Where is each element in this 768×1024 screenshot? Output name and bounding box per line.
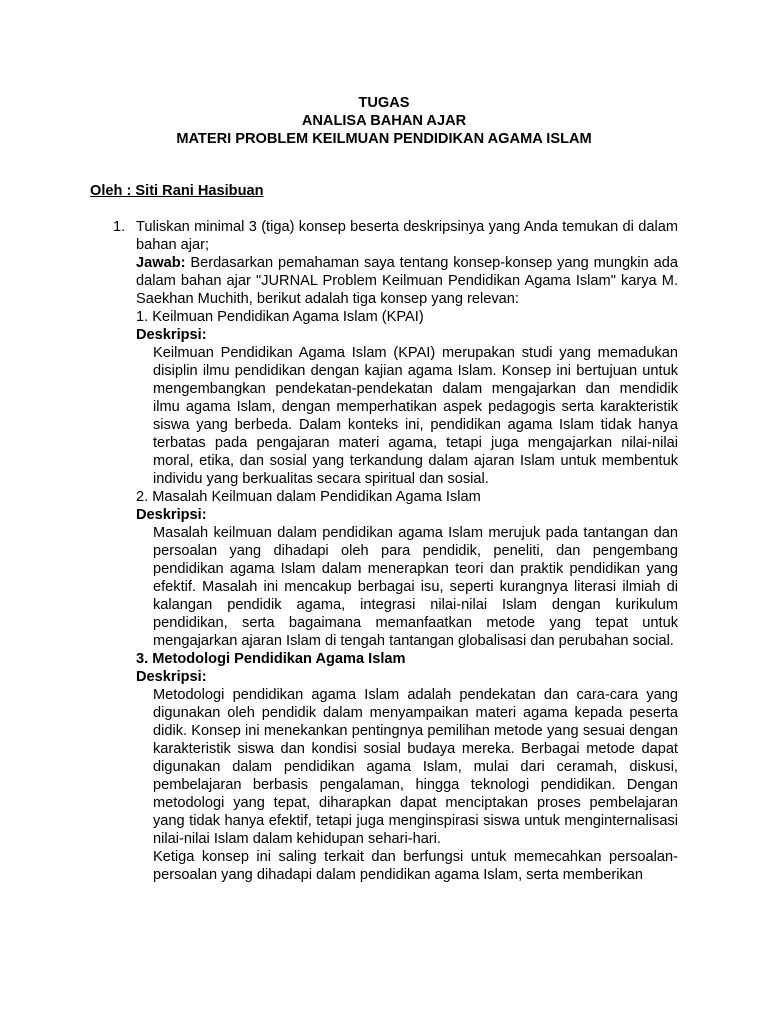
concept-2-desc-label: Deskripsi:	[136, 507, 207, 523]
answer-intro-text: Berdasarkan pemahaman saya tentang konsep-konsep yang mungkin ada dalam bahan ajar "JURNAL Problem Keilmuan Pendidikan Agama Islam" karya M. Saekhan Muchith, berikut adalah tiga konsep yang relevan:	[136, 255, 678, 307]
concept-2-paragraph: Masalah keilmuan dalam pendidikan agama Islam merujuk pada tantangan dan persoalan yang dihadapi oleh para pendidik, peneliti, dan pengembang pendidikan agama Islam dalam menerapkan teori dan praktik pendidikan yang efektif. Masalah ini mencakup berbagai isu, seperti kurangnya literasi ilmiah di kalangan pendidik agama, integrasi nilai-nilai Islam dengan kurikulum pendidikan, serta bagaimana memanfaatkan metode yang tepat untuk mengajarkan ajaran Islam di tengah tantangan globalisasi dan perubahan social.	[153, 525, 678, 649]
question-list	[113, 218, 678, 884]
question-number: 1.	[113, 219, 126, 235]
concept-3-paragraph: Metodologi pendidikan agama Islam adalah pendekatan dan cara-cara yang digunakan oleh pendidik dalam menyampaikan materi agama kepada peserta didik. Konsep ini menekankan pentingnya pemilihan metode yang sesuai dengan karakteristik siswa dan kondisi sosial budaya mereka. Berbagai metode dapat digunakan dalam pendidikan agama Islam, mulai dari ceramah, diskusi, pembelajaran berbasis pengalaman, hingga teknologi pendidikan. Dengan metodologi yang tepat, diharapkan dapat menciptakan proses pembelajaran yang tidak hanya efektif, tetapi juga menginspirasi siswa untuk menginternalisasi nilai-nilai Islam dalam kehidupan sehari-hari.	[153, 687, 678, 847]
author-line: Oleh : Siti Rani Hasibuan	[90, 183, 264, 199]
answer-label: Jawab:	[136, 255, 186, 271]
document-title	[0, 94, 768, 148]
concept-2-heading: 2. Masalah Keilmuan dalam Pendidikan Agama Islam	[136, 489, 481, 505]
concept-3	[136, 650, 678, 884]
title-line-2: ANALISA BAHAN AJAR	[301, 113, 467, 129]
concept-2-description	[136, 524, 678, 650]
concept-1-description	[136, 344, 678, 488]
title-line-3: MATERI PROBLEM KEILMUAN PENDIDIKAN AGAMA ISLAM	[176, 131, 592, 147]
concept-3-desc-label: Deskripsi:	[136, 669, 207, 685]
concept-1-desc-label: Deskripsi:	[136, 327, 207, 343]
title-line-1: TUGAS	[358, 95, 410, 111]
answer-intro	[136, 254, 678, 308]
concept-3-description	[136, 686, 678, 884]
question-text: Tuliskan minimal 3 (tiga) konsep beserta deskripsinya yang Anda temukan di dalam bahan ajar;	[136, 219, 678, 253]
concept-3-heading: 3. Metodologi Pendidikan Agama Islam	[136, 651, 406, 667]
concept-1-paragraph: Keilmuan Pendidikan Agama Islam (KPAI) merupakan studi yang memadukan disiplin ilmu pendidikan dengan kajian agama Islam. Konsep ini bertujuan untuk mengembangkan pendekatan-pendekatan dalam mengajarkan dan mendidik ilmu agama Islam, dengan memperhatikan aspek pedagogis serta karakteristik siswa yang berbeda. Dalam konteks ini, pendidikan agama Islam tidak hanya terbatas pada pengajaran materi agama, tetapi juga mengajarkan nilai-nilai moral, etika, dan sosial yang terkandung dalam ajaran Islam untuk membentuk individu yang berkualitas secara spiritual dan sosial.	[153, 345, 678, 487]
closing-paragraph: Ketiga konsep ini saling terkait dan berfungsi untuk memecahkan persoalan-persoalan yang dihadapi dalam pendidikan agama Islam, serta memberikan	[153, 849, 678, 883]
concept-1-heading: 1. Keilmuan Pendidikan Agama Islam (KPAI)	[136, 309, 424, 325]
concept-1	[136, 308, 678, 488]
concept-2	[136, 488, 678, 650]
